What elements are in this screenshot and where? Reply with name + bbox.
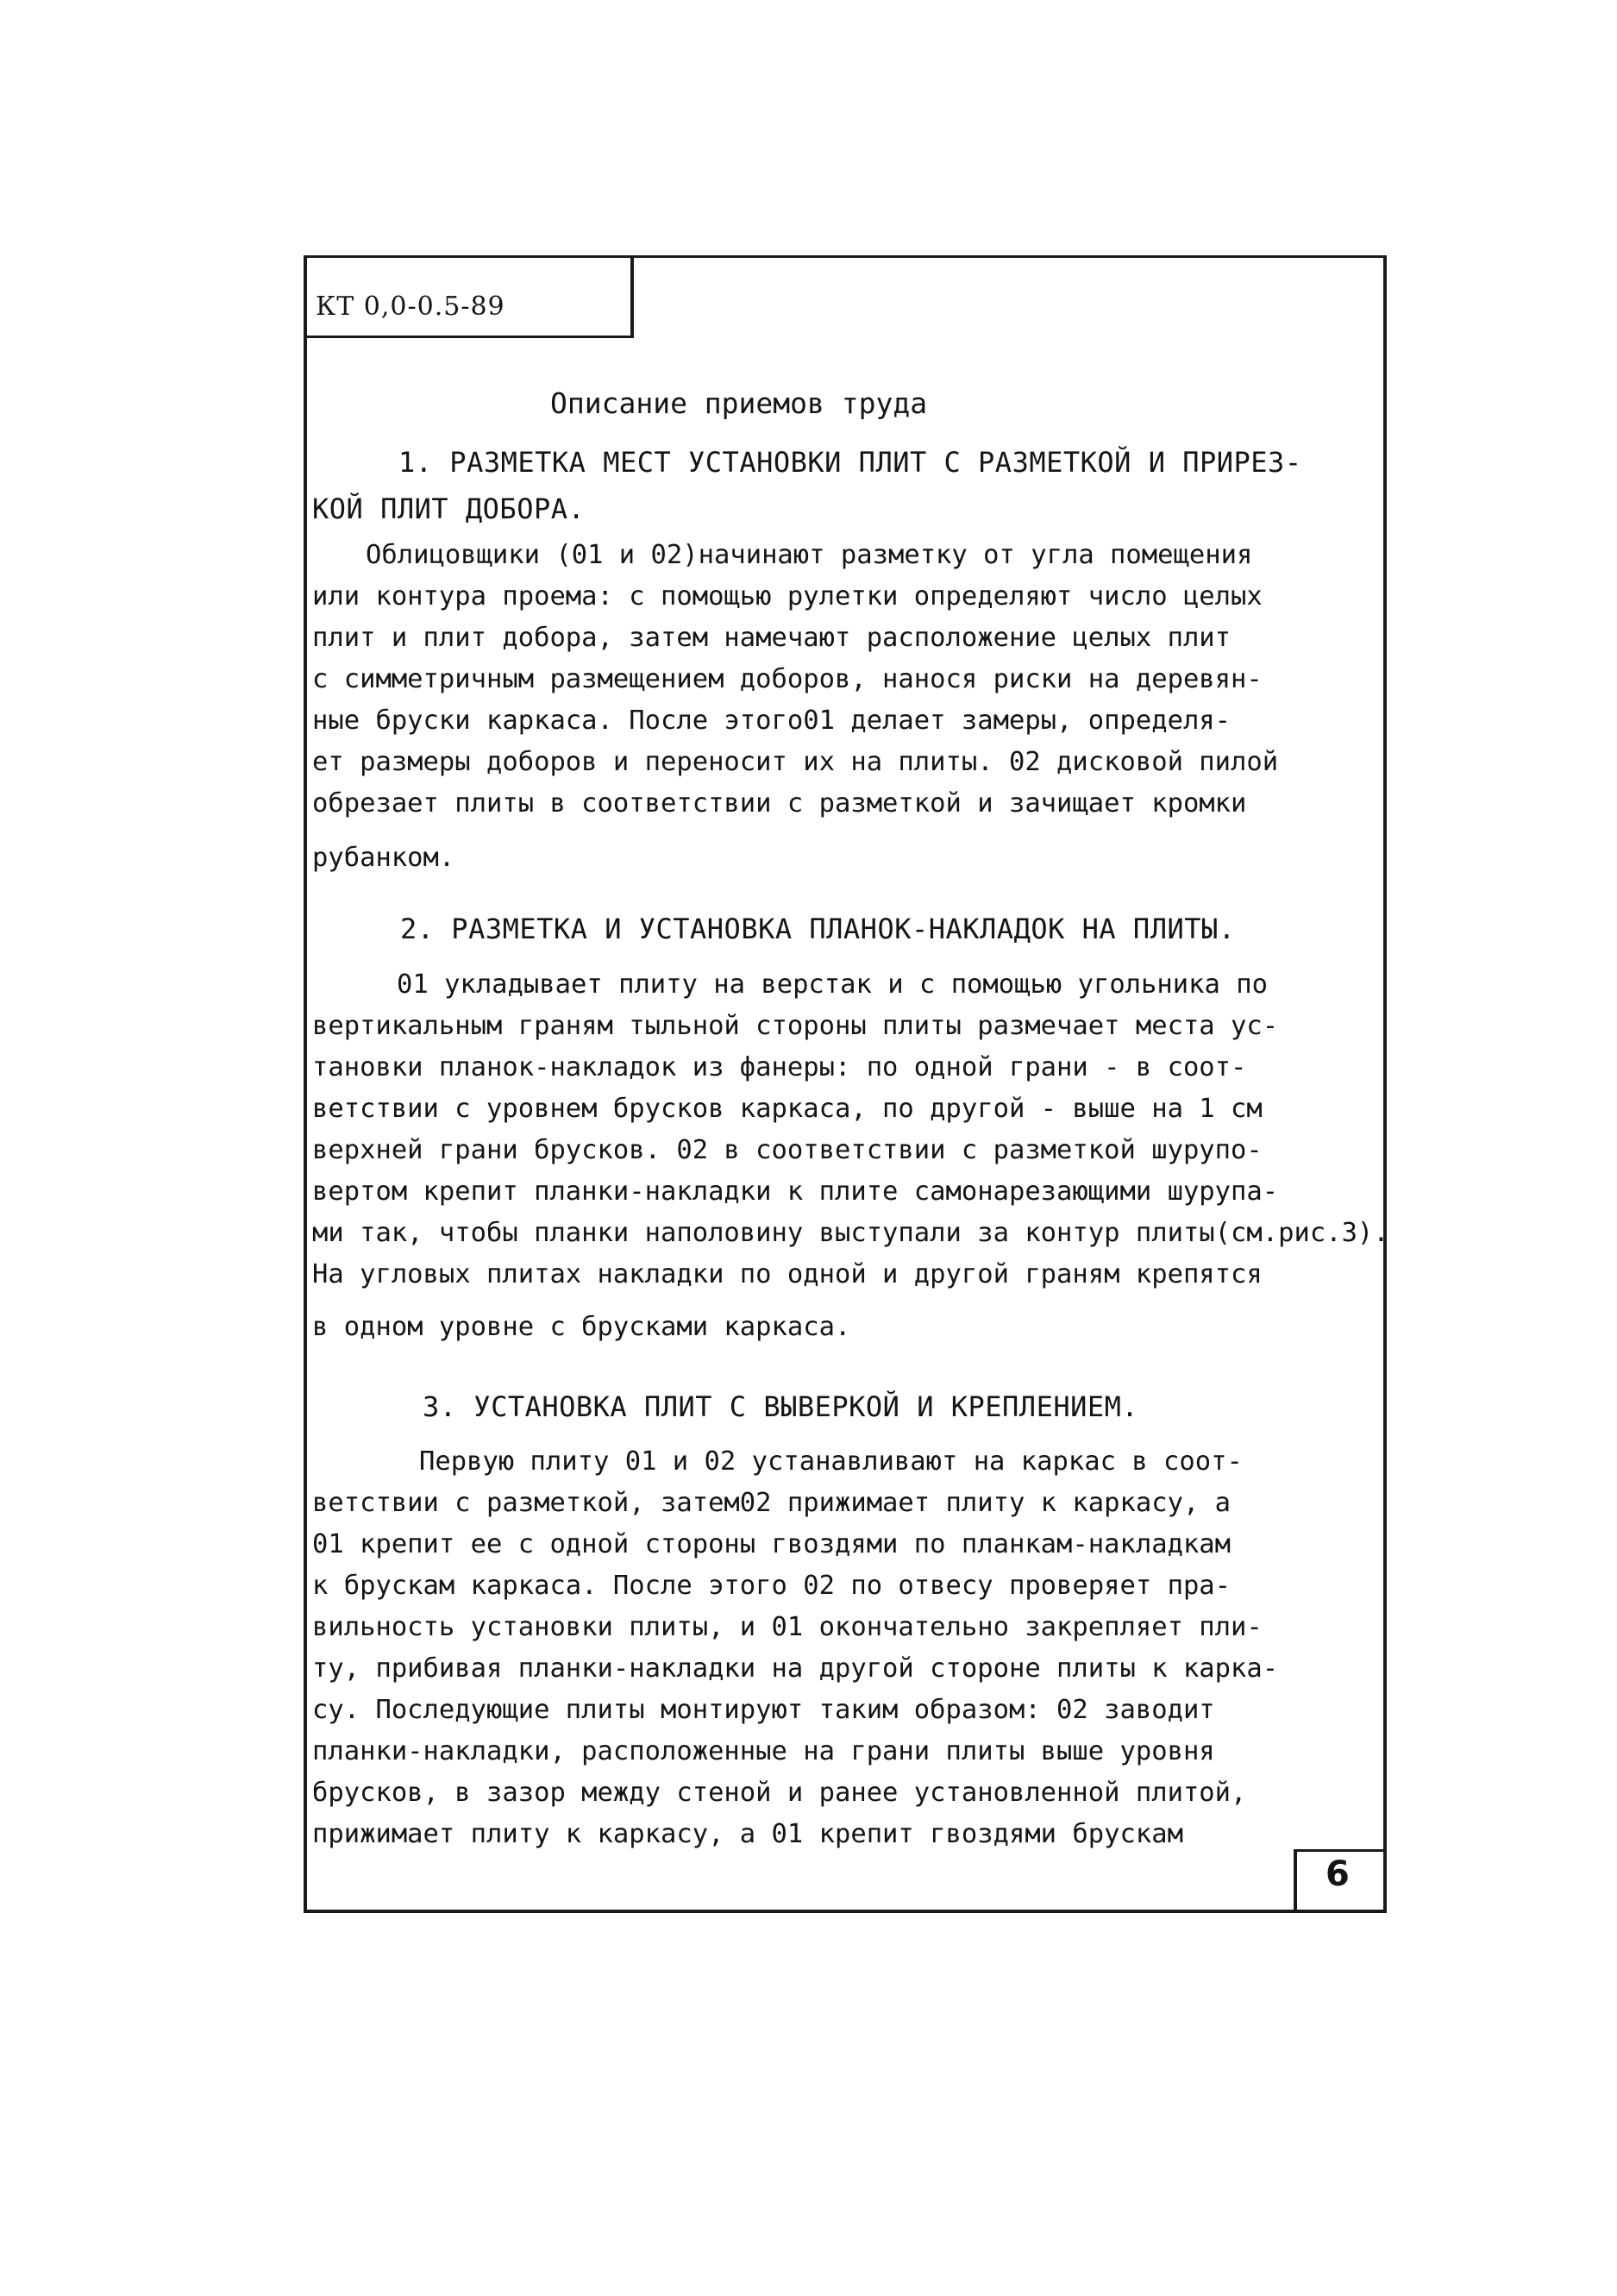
- section-3-body-line: ветствии с разметкой, затем02 прижимает плиту к каркасу, а: [312, 1488, 1232, 1518]
- section-1-body-line: плит и плит добора, затем намечают расположение целых плит: [312, 623, 1232, 653]
- section-1-body-line: ные бруски каркаса. После этого01 делает замеры, определя-: [312, 706, 1232, 736]
- section-2-body-line: вертикальным граням тыльной стороны плиты размечает места ус-: [312, 1011, 1279, 1041]
- section-2-body-line: 01 укладывает плиту на верстак и с помощью угольника по: [397, 969, 1268, 1000]
- section-1-body-line: ет размеры доборов и переносит их на плиты. 02 дисковой пилой: [312, 747, 1279, 777]
- section-2-body-line: верхней грани брусков. 02 в соответствии с разметкой шурупо-: [312, 1135, 1263, 1165]
- section-1-body-line: рубанком.: [312, 843, 455, 873]
- section-1-body-line: или контура проема: с помощью рулетки определяют число целых: [312, 581, 1263, 612]
- section-2-body-line: вертом крепит планки-накладки к плите самонарезающими шурупа-: [312, 1176, 1279, 1207]
- section-3-body-line: брусков, в зазор между стеной и ранее установленной плитой,: [312, 1778, 1247, 1808]
- section-1-body-line: с симметричным размещением доборов, нанося риски на деревян-: [312, 664, 1263, 694]
- section-2-body-line: ми так, чтобы планки наполовину выступали за контур плиты(см.рис.3).: [312, 1218, 1389, 1248]
- page-number: 6: [1326, 1854, 1350, 1894]
- section-2-body-line: На угловых плитах накладки по одной и другой граням крепятся: [312, 1259, 1263, 1289]
- section-1-body-line: Облицовщики (01 и 02)начинают разметку от угла помещения: [366, 540, 1253, 570]
- section-3-body-line: к брускам каркаса. После этого 02 по отвесу проверяет пра-: [312, 1571, 1232, 1601]
- section-3-body-line: планки-накладки, расположенные на грани плиты выше уровня: [312, 1736, 1215, 1766]
- section-1-heading-line-2: КОЙ ПЛИТ ДОБОРА.: [312, 492, 586, 525]
- section-2-body-line: в одном уровне с брусками каркаса.: [312, 1312, 851, 1342]
- section-1-body-line: обрезает плиты в соответствии с разметкой и зачищает кромки: [312, 788, 1247, 819]
- page-title: Описание приемов труда: [550, 386, 928, 420]
- section-3-body-line: ту, прибивая планки-накладки на другой стороне плиты к карка-: [312, 1653, 1279, 1684]
- doc-code: КТ 0,0-0.5-89: [316, 292, 505, 322]
- section-3-heading: 3. УСТАНОВКА ПЛИТ С ВЫВЕРКОЙ И КРЕПЛЕНИЕМ.: [423, 1390, 1139, 1423]
- section-3-body-line: 01 крепит ее с одной стороны гвоздями по планкам-накладкам: [312, 1529, 1232, 1559]
- section-3-body-line: Первую плиту 01 и 02 устанавливают на каркас в соот-: [419, 1446, 1243, 1477]
- section-3-body-line: вильность установки плиты, и 01 окончательно закрепляет пли-: [312, 1612, 1263, 1642]
- section-3-body-line: прижимает плиту к каркасу, а 01 крепит гвоздями брускам: [312, 1819, 1183, 1849]
- section-2-heading: 2. РАЗМЕТКА И УСТАНОВКА ПЛАНОК-НАКЛАДОК НА ПЛИТЫ.: [400, 913, 1236, 945]
- section-2-body-line: ветствии с уровнем брусков каркаса, по другой - выше на 1 см: [312, 1094, 1263, 1124]
- section-2-body-line: тановки планок-накладок из фанеры: по одной грани - в соот-: [312, 1052, 1247, 1082]
- section-1-heading-line-1: 1. РАЗМЕТКА МЕСТ УСТАНОВКИ ПЛИТ С РАЗМЕТКОЙ И ПРИРЕЗ-: [398, 446, 1302, 479]
- section-3-body-line: су. Последующие плиты монтируют таким образом: 02 заводит: [312, 1695, 1215, 1725]
